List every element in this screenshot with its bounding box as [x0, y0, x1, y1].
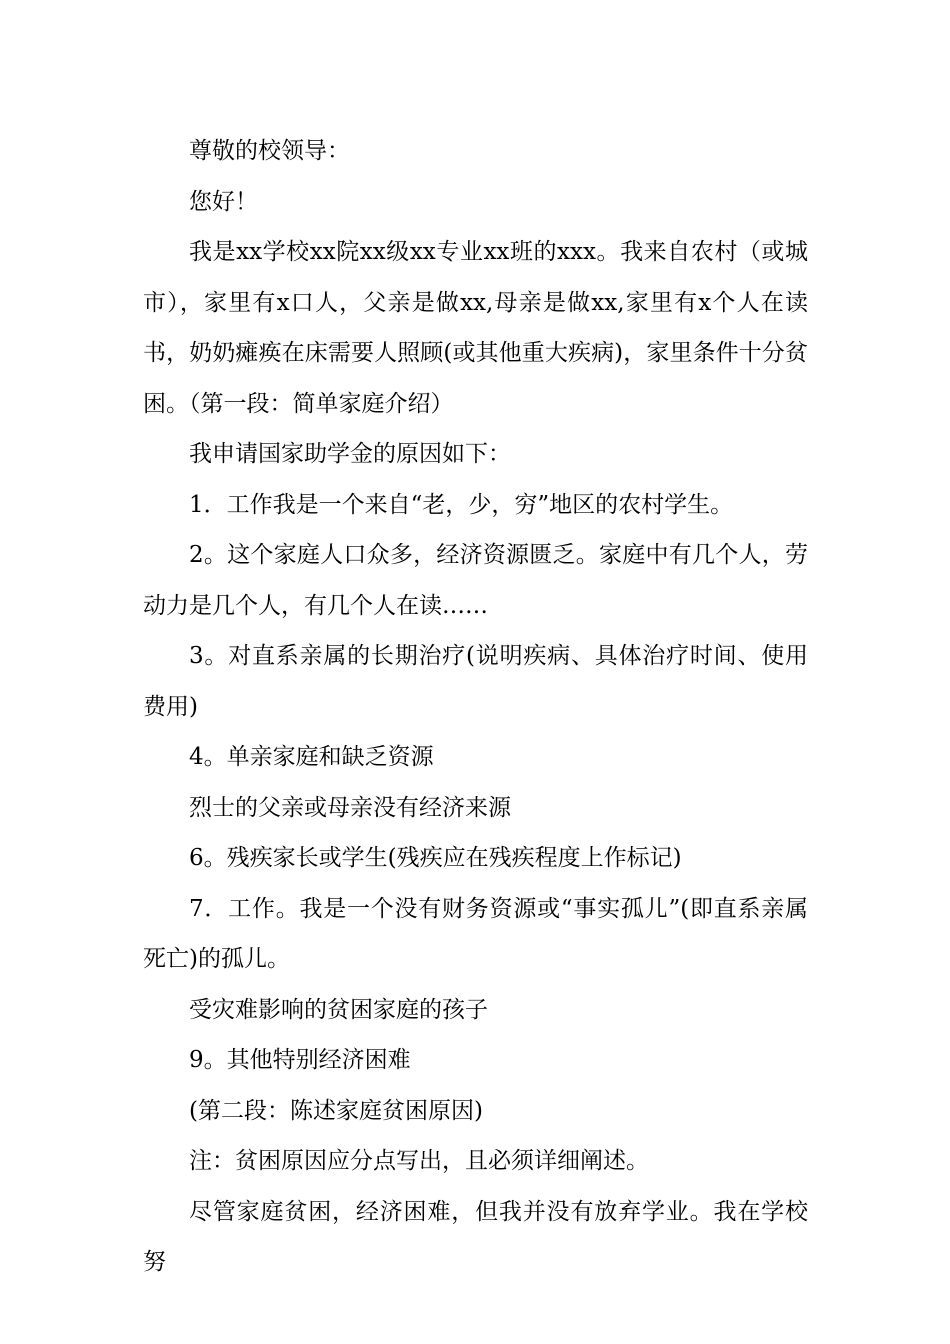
reason-item-7: 7．工作。我是一个没有财务资源或“事实孤儿”(即直系亲属死亡)的孤儿。	[143, 895, 808, 972]
reason-item-9: 9。其他特别经济困难	[189, 1047, 411, 1073]
reason-item-3: 3。对直系亲属的长期治疗(说明疾病、具体治疗时间、使用费用)	[143, 643, 808, 720]
reason-item-1: 1．工作我是一个来自“老，少，穷”地区的农村学生。	[189, 491, 734, 518]
document-body	[143, 126, 808, 1288]
reason-item-4: 4。单亲家庭和缺乏资源	[189, 744, 434, 770]
paragraph-reasons-heading: 我申请国家助学金的原因如下：	[189, 441, 511, 467]
paragraph-family-intro: 我是xx学校xx院xx级xx专业xx班的xxx。我来自农村（或城市），家里有x口人，父亲是做xx,母亲是做xx,家里有x个人在读书，奶奶瘫痪在床需要人照顾(或其他重大疾病)，家里条件十分贫困。（第一段：简单家庭介绍）	[143, 239, 808, 417]
reason-item-2: 2。这个家庭人口众多，经济资源匮乏。家庭中有几个人，劳动力是几个人，有几个人在读……	[143, 542, 808, 619]
greeting: 您好！	[189, 188, 258, 215]
section-note-2: (第二段：陈述家庭贫困原因)	[189, 1097, 483, 1124]
salutation: 尊敬的校领导：	[189, 138, 350, 164]
paragraph-perseverance: 尽管家庭贫困，经济困难，但我并没有放弃学业。我在学校努	[143, 1198, 808, 1275]
reason-item-5: 烈士的父亲或母亲没有经济来源	[189, 794, 511, 821]
reason-item-8: 受灾难影响的贫困家庭的孩子	[189, 996, 488, 1023]
reason-item-6: 6。残疾家长或学生(残疾应在残疾程度上作标记)	[189, 845, 682, 871]
note-paragraph: 注：贫困原因应分点写出，且必须详细阐述。	[189, 1148, 649, 1174]
